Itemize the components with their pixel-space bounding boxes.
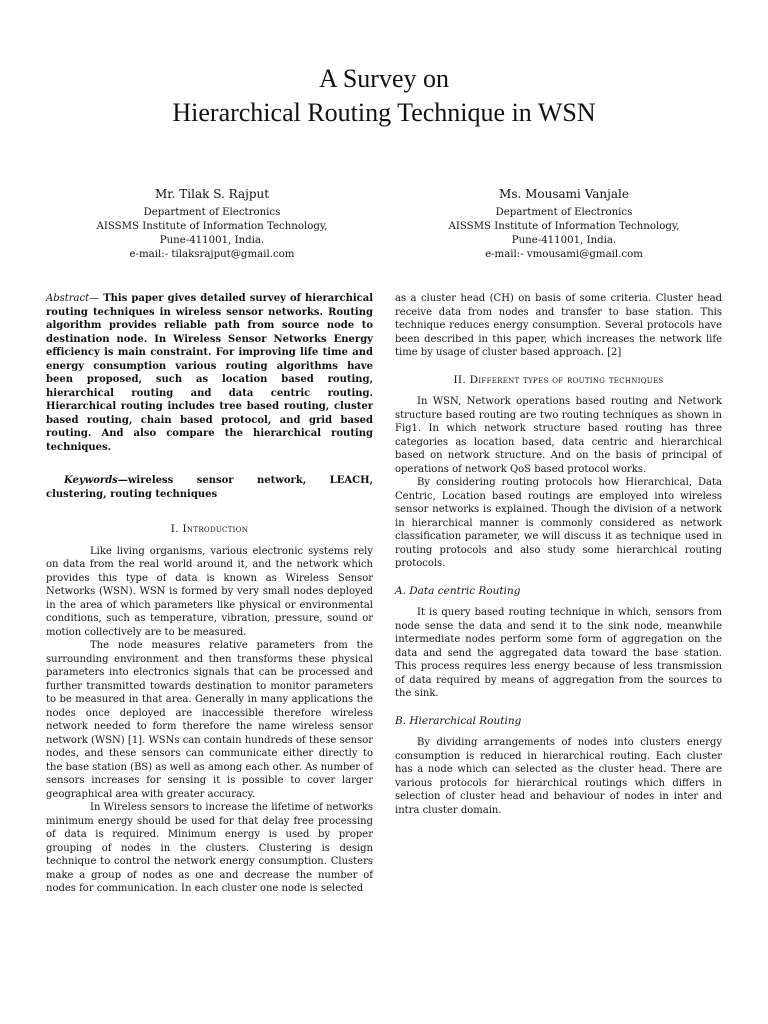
- section-heading-routing-types: II. Different types of routing techniques: [453, 373, 664, 386]
- routing-paragraph-1: In WSN, Network operations based routing and Network structure based routing are two routing techniques as shown in Fig1. In which network structure based routing has three categories as location based, data centric and hierarchical based on network structure. And on the basis of principal of operations of network QoS based protocol works.: [395, 396, 722, 475]
- data-centric-paragraph: It is query based routing technique in which, sensors from node sense the data and send it to the sink node, meanwhile intermediate nodes perform some form of aggregation on the data and send the aggregated data toward the base station. This process requires less energy because of less transmission of data required by means of aggregation from the sources to the sink.: [395, 607, 722, 699]
- author-email: e-mail:- vmousami@gmail.com: [485, 249, 643, 260]
- intro-paragraph-1: Like living organisms, various electronic systems rely on data from the real world around it, and the network which provides this type of data is known as Wireless Sensor Networks (WSN). WSN is formed by very small nodes deployed in the area of which parameters like physical or environmental conditions, such as temperature, vibration, pressure, sound or motion collectively are to be measured.: [46, 545, 373, 638]
- abstract-text: This paper gives detailed survey of hierarchical routing techniques in wireless sensor networks. Routing algorithm provides reliable path from source node to destination node. In Wireless Sensor Networks Energy efficiency is main constraint. For improving life time and energy consumption various routing algorithms have been proposed, such as location based routing, hierarchical routing and data centric routing. Hierarchical routing includes tree based routing, cluster based routing, chain based protocol, and grid based routing. And also compare the hierarchical routing techniques.: [46, 293, 373, 453]
- subsection-heading-hierarchical: B. Hierarchical Routing: [395, 714, 522, 727]
- hierarchical-paragraph: By dividing arrangements of nodes into clusters energy consumption is reduced in hierarchical routing. Each cluster has a node which can selected as the cluster head. There are various protocols for hierarchical routings which differs in selection of cluster head and behaviour of nodes in inter and intra cluster domain.: [395, 737, 722, 816]
- author-email: e-mail:- tilaksrajput@gmail.com: [129, 249, 295, 260]
- author-city: Pune-411001, India.: [511, 235, 617, 246]
- right-column: [395, 292, 722, 817]
- keywords-text: wireless sensor network, LEACH, clustering, routing techniques: [46, 475, 373, 500]
- author-city: Pune-411001, India.: [159, 235, 265, 246]
- author-department: Department of Electronics: [143, 207, 281, 218]
- keywords: [46, 474, 373, 501]
- section-heading-introduction: I. Introduction: [170, 523, 249, 535]
- author-institution: AISSMS Institute of Information Technology,: [448, 221, 680, 232]
- intro-paragraph-2: The node measures relative parameters from the surrounding environment and then transforms these physical parameters into electronics signals that can be processed and further transmitted towards destination to monitor parameters to be measured in that area. Generally in many applications the nodes once deployed are inaccessible therefore wireless network needed to form therefore the name wireless sensor network (WSN) [1]. WSNs can contain hundreds of these sensor nodes, and these sensors can communicate either directly to the base station (BS) as well as among each other. As number of sensors increases for sensing it is possible to cover larger geographical area with greater accuracy.: [46, 640, 373, 800]
- paper-title: [0, 62, 768, 130]
- intro-paragraph-3: In Wireless sensors to increase the lifetime of networks minimum energy should be used for that delay free processing of data is required. Minimum energy is used by proper grouping of nodes in the clusters. Clustering is design technique to control the network energy consumption. Clusters make a group of nodes as one and decrease the number of nodes for communication. In each cluster one node is selected: [46, 802, 373, 894]
- title-line-1: A Survey on: [319, 64, 449, 93]
- left-column: [46, 292, 373, 896]
- routing-paragraph-2: By considering routing protocols how Hierarchical, Data Centric, Location based routings are employed into wireless sensor networks is explained. Though the division of a network in hierarchical manner is commonly considered as network classification parameter, we will discuss it as technique used in routing protocols and also study some hierarchical routing protocols.: [395, 477, 722, 569]
- keywords-label: Keywords—: [64, 475, 128, 486]
- author-institution: AISSMS Institute of Information Technology,: [96, 221, 328, 232]
- author-block-2: [414, 186, 714, 262]
- author-block-1: [62, 186, 362, 262]
- abstract-label: Abstract—: [46, 293, 100, 304]
- title-line-2: Hierarchical Routing Technique in WSN: [172, 98, 596, 127]
- intro-continuation: as a cluster head (CH) on basis of some criteria. Cluster head receive data from nodes and transfer to base station. This technique reduces energy consumption. Several protocols have been described in this paper, which increases the network life time by usage of cluster based approach. [2]: [395, 293, 722, 358]
- author-name: Ms. Mousami Vanjale: [499, 187, 629, 201]
- author-department: Department of Electronics: [495, 207, 633, 218]
- subsection-heading-data-centric: A. Data centric Routing: [395, 584, 521, 597]
- abstract: [46, 292, 373, 454]
- author-name: Mr. Tilak S. Rajput: [154, 187, 270, 201]
